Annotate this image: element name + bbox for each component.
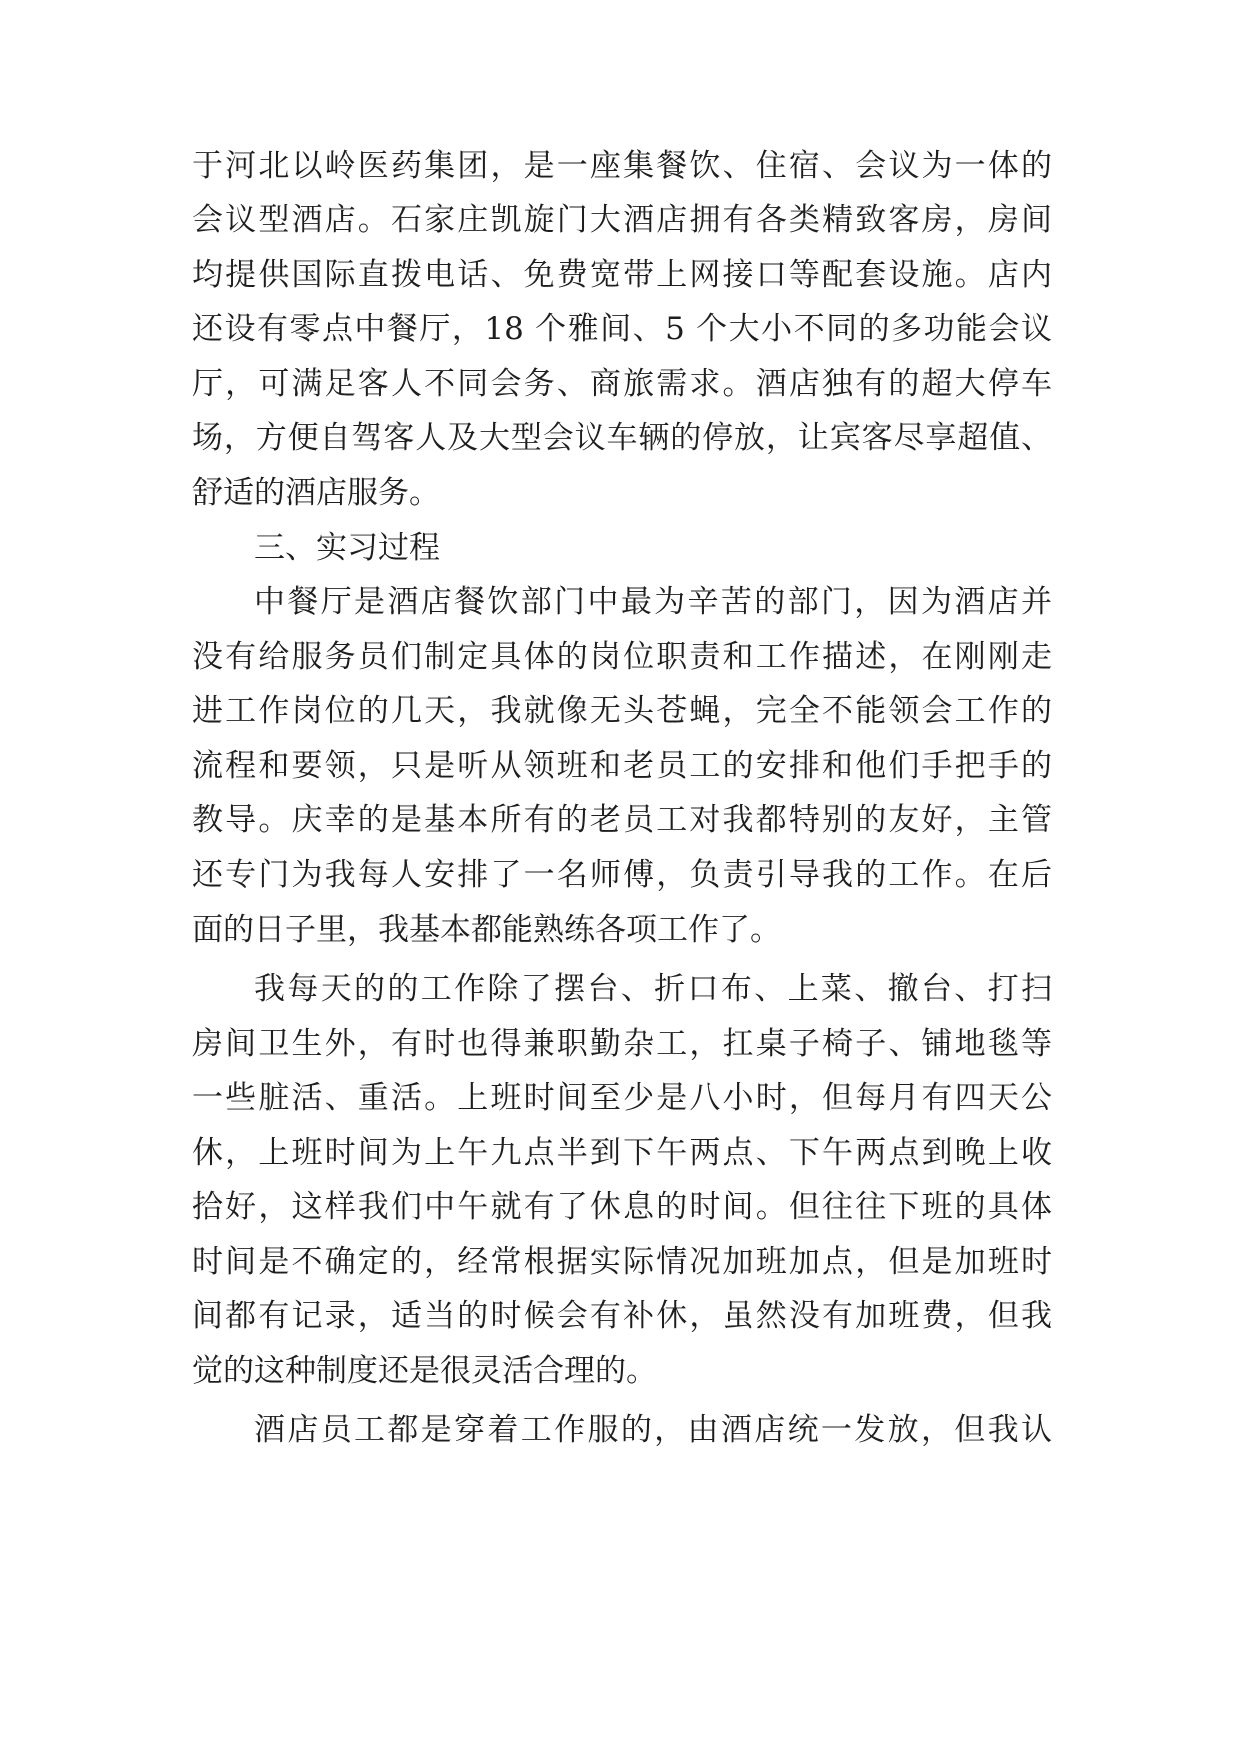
paragraph-line: 均提供国际直拨电话、免费宽带上网接口等配套设施。店内 bbox=[192, 257, 1052, 293]
paragraph-line: 酒店员工都是穿着工作服的，由酒店统一发放，但我认 bbox=[254, 1412, 1052, 1448]
paragraph-line: 还专门为我每人安排了一名师傅，负责引导我的工作。在后 bbox=[192, 857, 1052, 893]
paragraph-line: 拾好，这样我们中午就有了休息的时间。但往往下班的具体 bbox=[192, 1189, 1052, 1225]
paragraph-line: 厅，可满足客人不同会务、商旅需求。酒店独有的超大停车 bbox=[192, 366, 1052, 402]
paragraph-line: 中餐厅是酒店餐饮部门中最为辛苦的部门，因为酒店并 bbox=[254, 584, 1052, 620]
section-heading: 三、实习过程 bbox=[254, 530, 440, 566]
paragraph-line: 间都有记录，适当的时候会有补休，虽然没有加班费，但我 bbox=[192, 1298, 1052, 1334]
paragraph-line: 时间是不确定的，经常根据实际情况加班加点，但是加班时 bbox=[192, 1244, 1052, 1280]
paragraph-line: 面的日子里，我基本都能熟练各项工作了。 bbox=[192, 912, 781, 948]
paragraph-line: 进工作岗位的几天，我就像无头苍蝇，完全不能领会工作的 bbox=[192, 693, 1052, 729]
paragraph-line: 我每天的的工作除了摆台、折口布、上菜、撤台、打扫 bbox=[254, 971, 1052, 1007]
paragraph-line: 场，方便自驾客人及大型会议车辆的停放，让宾客尽享超值、 bbox=[192, 420, 1052, 456]
paragraph-line: 流程和要领，只是听从领班和老员工的安排和他们手把手的 bbox=[192, 748, 1052, 784]
paragraph-line: 舒适的酒店服务。 bbox=[192, 475, 440, 511]
paragraph-line: 于河北以岭医药集团，是一座集餐饮、住宿、会议为一体的 bbox=[192, 148, 1052, 184]
paragraph-line: 会议型酒店。石家庄凯旋门大酒店拥有各类精致客房，房间 bbox=[192, 202, 1052, 238]
paragraph-line: 一些脏活、重活。上班时间至少是八小时，但每月有四天公 bbox=[192, 1080, 1052, 1116]
paragraph-line: 没有给服务员们制定具体的岗位职责和工作描述，在刚刚走 bbox=[192, 639, 1052, 675]
paragraph-line: 房间卫生外，有时也得兼职勤杂工，扛桌子椅子、铺地毯等 bbox=[192, 1026, 1052, 1062]
paragraph-line: 休，上班时间为上午九点半到下午两点、下午两点到晚上收 bbox=[192, 1135, 1052, 1171]
paragraph-line: 还设有零点中餐厅，18 个雅间、5 个大小不同的多功能会议 bbox=[192, 311, 1052, 347]
paragraph-line: 觉的这种制度还是很灵活合理的。 bbox=[192, 1353, 657, 1389]
paragraph-line: 教导。庆幸的是基本所有的老员工对我都特别的友好，主管 bbox=[192, 802, 1052, 838]
